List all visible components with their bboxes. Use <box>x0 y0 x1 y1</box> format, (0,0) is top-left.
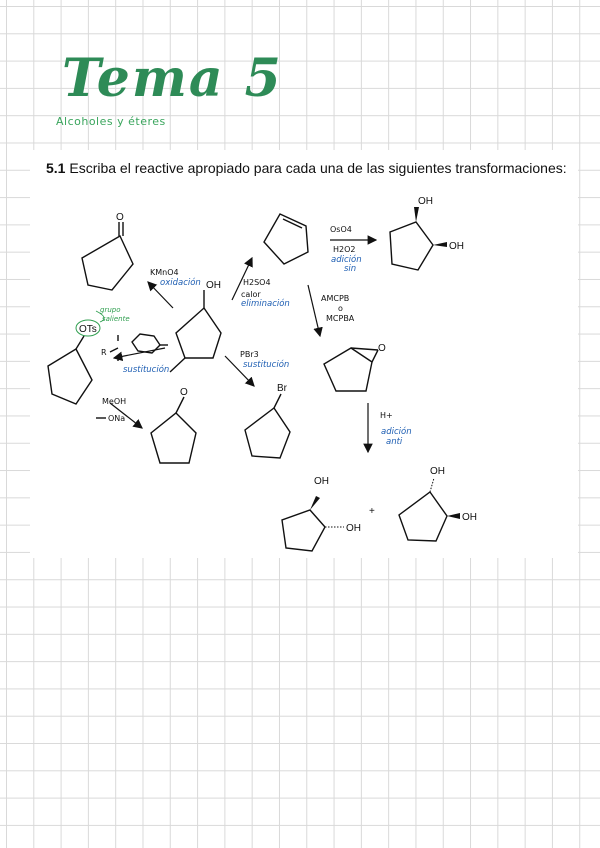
note-adicion-sin: adición <box>331 255 362 265</box>
reagent-r: R <box>101 348 107 357</box>
reagent-kmno4: KMnO4 <box>150 268 179 277</box>
cyclopentanol-structure <box>170 280 221 372</box>
reagent-h-plus: H+ <box>380 411 393 420</box>
note-sin: sin <box>344 264 357 274</box>
methoxycyclopentane-structure <box>151 387 196 463</box>
reagent-ona: ONa <box>108 414 126 423</box>
note-anti: anti <box>386 437 403 447</box>
reagent-mcpba: MCPBA <box>326 314 355 323</box>
reagent-calor: calor <box>241 290 261 299</box>
reagent-meoh: MeOH <box>102 397 127 406</box>
note-saliente: saliente <box>102 315 130 323</box>
trans-diol-structure-2 <box>399 466 477 541</box>
cis-diol-oh-right: OH <box>449 241 464 252</box>
cyclopentene-structure <box>264 214 308 264</box>
reagent-o: o <box>338 304 343 313</box>
ketone-o-label: O <box>116 212 124 223</box>
note-oxidacion: oxidación <box>160 278 201 288</box>
cyclopentanone-structure <box>82 212 133 290</box>
trans-diol-1-oh-top: OH <box>314 476 329 487</box>
reagent-oso4: OsO4 <box>330 225 352 234</box>
trans-diol-2-oh-top: OH <box>430 466 445 477</box>
reagent-h2o2: H2O2 <box>333 245 356 254</box>
trans-diol-2-oh-right: OH <box>462 512 477 523</box>
ether-o-label: O <box>180 387 188 398</box>
trans-diol-structure-1 <box>282 476 361 551</box>
reagent-amcpb: AMCPB <box>321 294 350 303</box>
plus-sign: + <box>369 506 375 517</box>
note-sustitucion-1: sustitución <box>243 360 290 370</box>
reagent-h2so4: H2SO4 <box>243 278 271 287</box>
note-sustitucion-2: sustitución <box>123 365 170 375</box>
oh-label: OH <box>206 280 221 291</box>
cis-diol-structure <box>390 196 464 270</box>
epoxide-o-label: O <box>378 343 386 354</box>
note-adicion-anti: adición <box>381 427 412 437</box>
note-eliminacion: eliminación <box>241 299 290 309</box>
trans-diol-1-oh-right: OH <box>346 523 361 534</box>
page-title: Tema 5 <box>62 48 283 109</box>
epoxide-structure <box>324 343 386 391</box>
br-label: Br <box>277 383 287 394</box>
exercise-number: 5.1 <box>46 160 66 176</box>
ots-label: OTs <box>79 324 97 335</box>
note-grupo: grupo <box>100 306 121 314</box>
exercise-text: Escriba el reactive apropiado para cada una de las siguientes transformaciones: <box>69 160 567 176</box>
page-subtitle: Alcoholes y éteres <box>56 115 166 128</box>
bromocyclopentane-structure <box>245 383 290 458</box>
cis-diol-oh-top: OH <box>418 196 433 207</box>
reagent-pbr3: PBr3 <box>240 350 259 359</box>
